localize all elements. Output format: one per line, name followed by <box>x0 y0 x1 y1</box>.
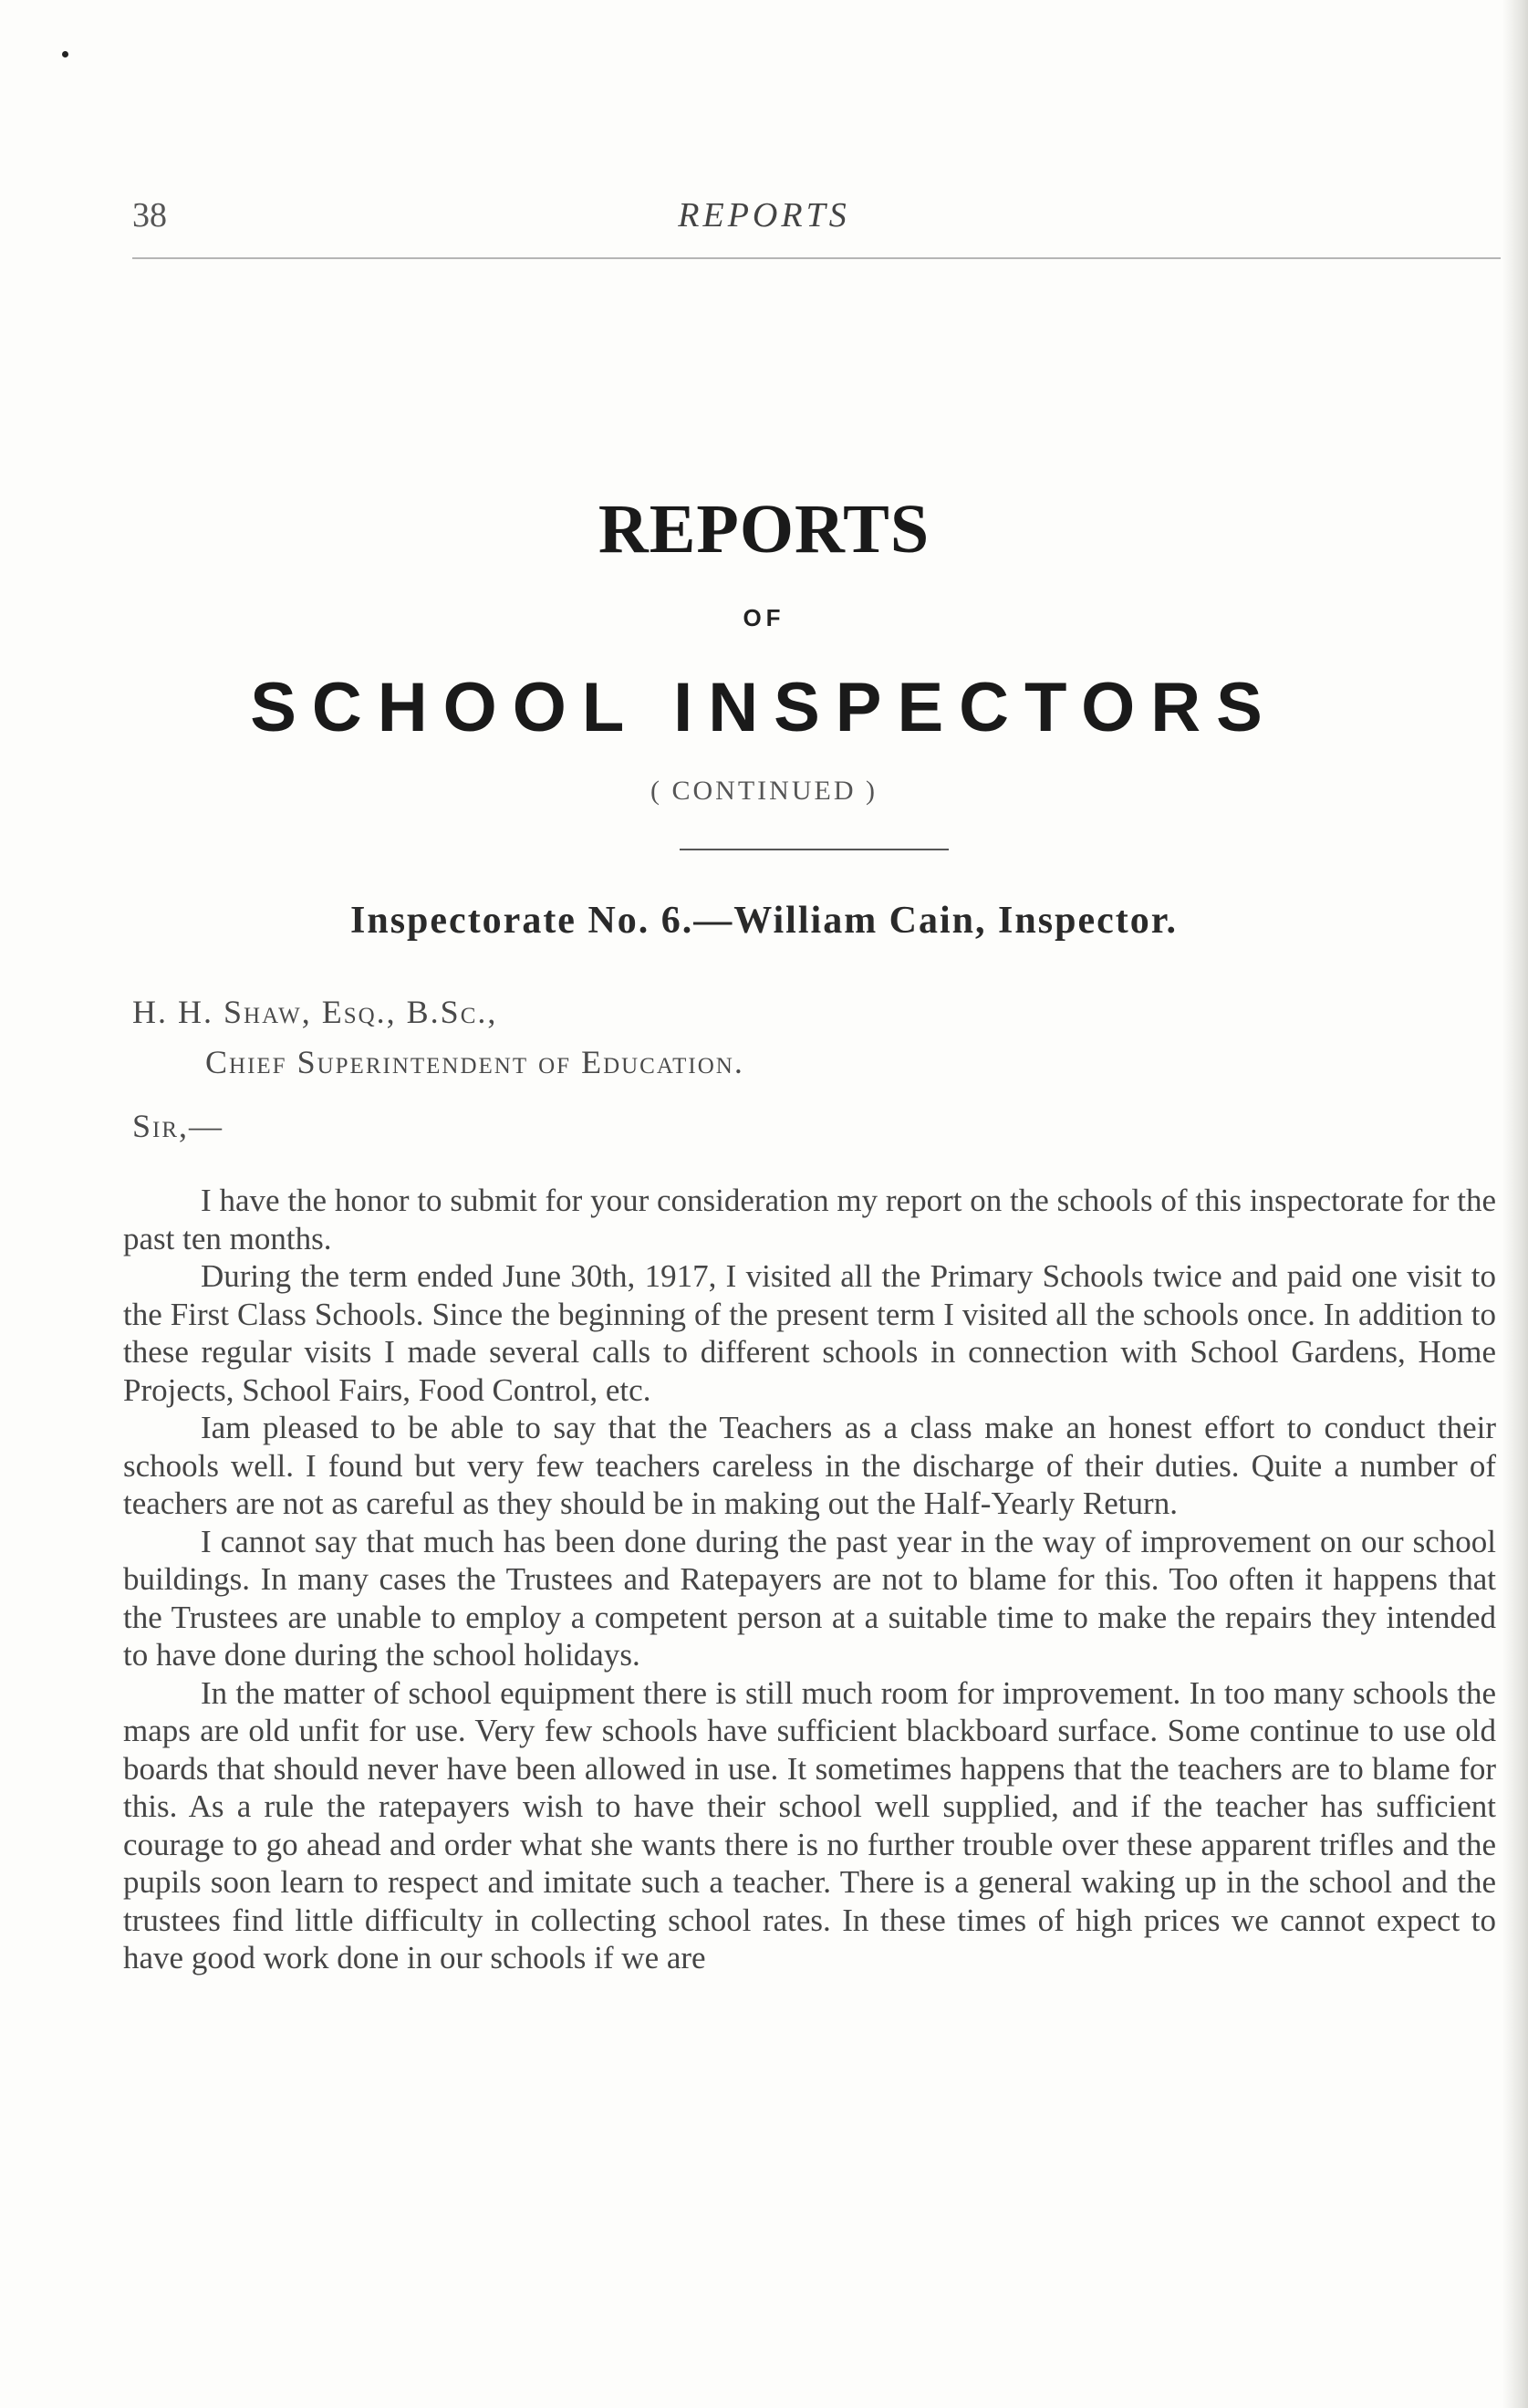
page-number: 38 <box>132 196 167 235</box>
main-title: REPORTS <box>598 491 930 568</box>
subtitle: SCHOOL INSPECTORS <box>250 669 1278 746</box>
title-connector: OF <box>743 604 785 631</box>
body-paragraph: In the matter of school equipment there is still much room for improvement. In too many schools the maps are old unfit for use. Very few schools have sufficient blackboard surface. Some continue to use old boards that should never have been allowed in use. It sometimes happens that the teachers are to blame for this. As a rule the ratepayers wish to have their school well supplied, and if the teacher has sufficient courage to go ahead and order what she wants there is no further trouble over these apparent trifles and the pupils soon learn to respect and imitate such a teacher. There is a general waking up in the school and the trustees find little difficulty in collecting school rates. In these times of high prices we cannot expect to have good work done in our schools if we are <box>123 1674 1496 1975</box>
body-paragraph: Iam pleased to be able to say that the Teachers as a class make an honest effort to conduct their schools well. I found but very few teachers careless in the discharge of their duties. Quite a number of teachers are not as careful as they should be in making out the Half-Yearly Return. <box>123 1410 1496 1521</box>
body-paragraph: During the term ended June 30th, 1917, I visited all the Primary Schools twice and paid one visit to the First Class Schools. Since the beginning of the present term I visited all the schools once. In addition to these regular visits I made several calls to different schools in connection with School Gardens, Home Projects, School Fairs, Food Control, etc. <box>123 1258 1496 1408</box>
section-divider <box>680 849 949 850</box>
page-edge-shadow <box>1502 0 1528 2408</box>
ink-speck <box>62 51 68 57</box>
running-title: REPORTS <box>678 196 850 235</box>
body-paragraph: I have the honor to submit for your consideration my report on the schools of this inspectorate for the past ten months. <box>123 1183 1496 1256</box>
running-header <box>0 195 1528 250</box>
continued-label: ( CONTINUED ) <box>650 776 878 806</box>
addressee-title: Chief Superintendent of Education. <box>205 1044 744 1080</box>
inspectorate-heading: Inspectorate No. 6.—William Cain, Inspector. <box>350 900 1178 942</box>
report-body <box>123 1182 1496 1977</box>
header-rule <box>132 257 1501 259</box>
addressee-name: H. H. Shaw, Esq., B.Sc., <box>132 994 498 1030</box>
greeting: Sir,— <box>132 1108 224 1144</box>
body-paragraph: I cannot say that much has been done during the past year in the way of improvement on our school buildings. In many cases the Trustees and Ratepayers are not to blame for this. Too often it happens that the Trustees are unable to employ a competent person at a suitable time to make the repairs they intended to have done during the school holidays. <box>123 1523 1496 1673</box>
